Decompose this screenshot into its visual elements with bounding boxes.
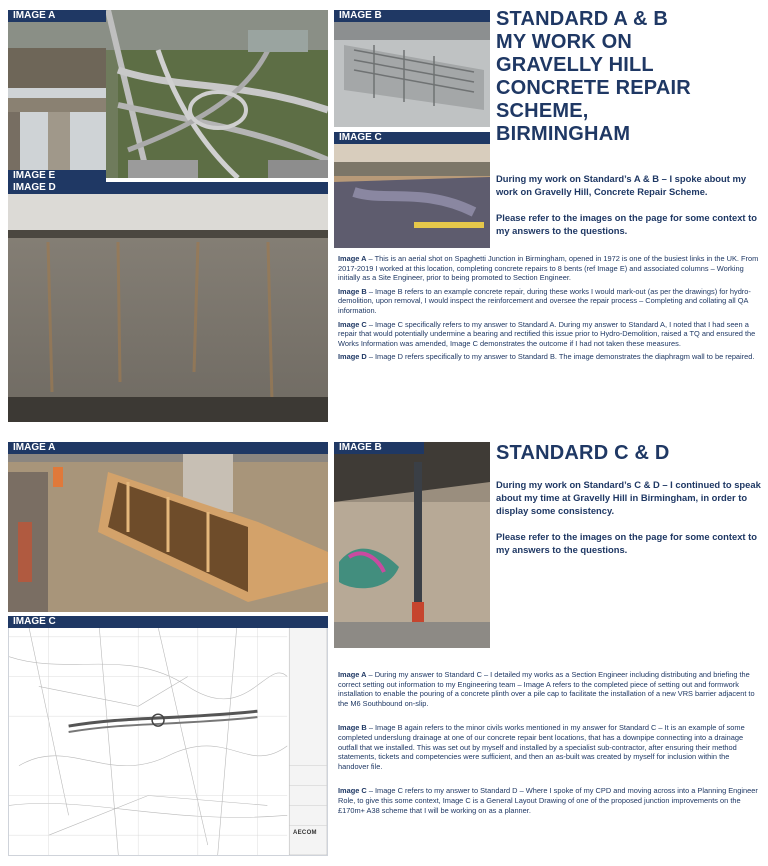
image-c-bearing-photo	[334, 132, 490, 248]
image-e-bent-photo	[8, 48, 106, 170]
section1-title	[496, 8, 764, 146]
section1-intro-para: During my work on Standard’s A & B – I spoke about my work on Gravelly Hill, Concrete Repair Scheme.	[496, 173, 747, 197]
note2-image-b: Image B – Image B again refers to the minor civils works mentioned in my answer for Standard C – It is an example of some completed underslung drainage at one of our concrete repair bent locations, that has a downpipe connecting into a drainage outfall that we installed. This was set out by myself and installed by a specialist sub-contractor, after ensuring their method statements, tickets and competencies were sufficient, and then an as-built was created by myself for inclusion within the handover file.	[338, 723, 745, 771]
section1-intro-para: Please refer to the images on the page for some context to my answers to the questions.	[496, 212, 758, 236]
image-b-repair-photo	[334, 10, 490, 127]
image-b-label-2: IMAGE B	[334, 442, 424, 454]
section2-intro-para: During my work on Standard’s C & D – I continued to speak about my time at Gravelly Hill in Birmingham, in order to display some consistency.	[496, 479, 761, 516]
image-c-label: IMAGE C	[334, 132, 490, 144]
section1-title-line: BIRMINGHAM	[496, 123, 631, 145]
note2-image-c: Image C – Image C refers to my answer to Standard D – Where I spoke of my CPD and moving across into a Planning Engineer Role, to give this some context, Image C is a General Layout Drawing of one of the proposed junction improvements on the £170m+ A38 scheme that I will be working on as a planner.	[338, 786, 758, 815]
image-a-label: IMAGE A	[8, 10, 106, 22]
image-d-diaphragm-wall-photo	[8, 182, 328, 422]
section1-title-line: SCHEME,	[496, 100, 589, 122]
note-image-b: Image B – Image B refers to an example concrete repair, during these works I would mark-out (as per the drawings) for hydro-demolition, upon removal, I would inspect the reinforcement and oversee the repair process – Completing and collating all QA information.	[338, 286, 751, 315]
note-image-a: Image A – This is an aerial shot on Spaghetti Junction in Birmingham, opened in 1972 is one of the busiest links in the UK. From 2017-2019 I worked at this location, completing concrete repairs to 8 bents (ref Image E) and associated columns – Working initially as a Site Engineer, prior to being promoted to Section Engineer.	[338, 254, 759, 283]
section2-notes	[338, 670, 762, 830]
section1-intro	[496, 172, 764, 250]
image-a-label-2: IMAGE A	[8, 442, 328, 454]
image-a-formwork-photo	[8, 442, 328, 612]
section1-title-line: MY WORK ON	[496, 31, 633, 53]
section2-title: STANDARD C & D	[496, 442, 670, 464]
image-c-layout-drawing	[8, 616, 328, 856]
aecom-logo: AECOM	[293, 830, 317, 836]
section1-title-line: CONCRETE REPAIR	[496, 77, 691, 99]
note-image-d: Image D – Image D refers specifically to my answer to Standard B. The image demonstrates the diaphragm wall to be repaired.	[338, 352, 755, 362]
image-d-label: IMAGE D	[8, 182, 328, 194]
image-b-label: IMAGE B	[334, 10, 490, 22]
section1-title-line: GRAVELLY HILL	[496, 54, 654, 76]
image-e-label: IMAGE E	[8, 170, 106, 182]
section2-intro-para: Please refer to the images on the page for some context to my answers to the questions.	[496, 531, 758, 555]
note2-image-a: Image A – During my answer to Standard C – I detailed my works as a Section Engineer including distributing and briefing the correct setting out information to my Engineering team – Image A refers to the completed piece of setting out and formwork installation to enable the pouring of a concrete plinth over a pile cap to facilitate the installation of a new VRS barrier adjacent to the M6 Southbound on-slip.	[338, 670, 755, 708]
note-image-c: Image C – Image C specifically refers to my answer to Standard A. During my answer to Standard A, I noted that I had seen a repair that would potentially undermine a bearing and rectified this issue prior to Hydro-Demolition, raised a TQ and ensured the Works Information was amended, Image C demonstrates the outcome if I had not taken these measures.	[338, 319, 756, 348]
section1-notes	[338, 254, 762, 366]
section2-intro	[496, 478, 764, 569]
section1-title-line: STANDARD A & B	[496, 8, 669, 30]
image-c-label-2: IMAGE C	[8, 616, 328, 628]
image-b-drainage-photo	[334, 442, 490, 648]
